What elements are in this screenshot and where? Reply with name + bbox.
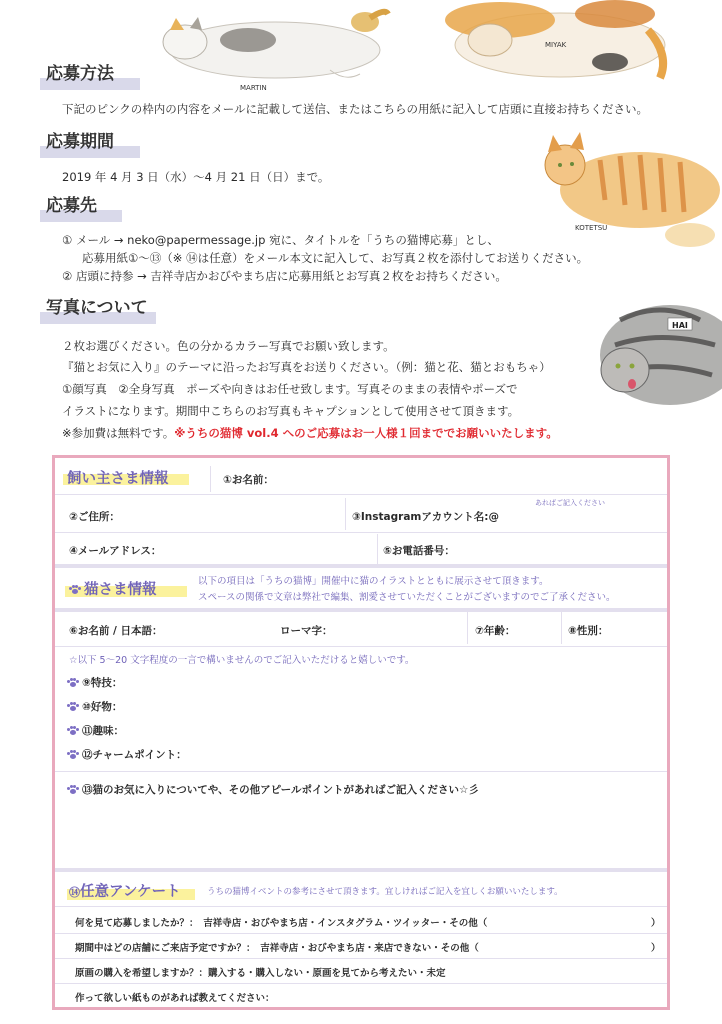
cat1-label: MARTIN — [240, 84, 267, 92]
owner-phone-field[interactable]: ⑤お電話番号： — [383, 545, 455, 557]
divider — [210, 466, 211, 492]
divider — [345, 498, 346, 530]
cat-name-roman-field[interactable]: ローマ字： — [280, 625, 333, 637]
survey-number: ⑭ — [69, 886, 80, 899]
owner-address-field[interactable]: ②ご住所： — [69, 511, 120, 523]
paw-icon — [67, 702, 79, 712]
cat-appeal-field[interactable] — [67, 782, 479, 797]
instagram-field[interactable]: ③Instagramアカウント名:@ — [352, 511, 499, 523]
cat3-label: KOTETSU — [575, 224, 608, 232]
divider — [55, 532, 667, 533]
grey-cat-illustration — [600, 305, 722, 405]
cat-instruction: ☆以下 5〜20 文字程度の一言で構いませんのでご記入いただけると嬉しいです。 — [69, 655, 415, 666]
destination-line2: 応募用紙①〜⑬（※ ⑭は任意）をメール本文に記入して、お写真２枚を添付してお送りください。 — [82, 251, 589, 265]
divider — [55, 906, 667, 907]
calico-cat-illustration — [445, 0, 665, 78]
cat-favorite-label: ⑩好物： — [82, 701, 123, 713]
destination-line1: ① メール → neko@papermessage.jp 宛に、タイトルを「うちの猫博応募」とし、 — [62, 233, 499, 247]
paw-icon — [69, 585, 81, 595]
divider — [467, 612, 468, 644]
cat-age-field[interactable]: ⑦年齢： — [475, 625, 516, 637]
survey-q1-close: ） — [651, 918, 661, 929]
photo-line3: ①顔写真 ②全身写真 ポーズや向きはお任せ致します。写真そのままの表情やポーズで — [62, 382, 518, 396]
survey-note: うちの猫博イベントの参考にさせて頂きます。宜しければご記入を宜しくお願いいたします。 — [207, 887, 563, 897]
cat-charm-field[interactable] — [67, 747, 187, 762]
cat-appeal-label: ⑬猫のお気に入りについてや、その他アピールポイントがあればご記入ください☆彡 — [82, 784, 479, 796]
cat2-label: MIYAK — [545, 41, 567, 49]
survey-header-label: 任意アンケート — [80, 884, 181, 900]
orange-cat-illustration — [545, 132, 720, 247]
cat4-label: HAI — [672, 321, 688, 330]
survey-q4[interactable]: 作って欲しい紙ものがあれば教えてください： — [75, 993, 275, 1004]
method-text: 下記のピンクの枠内の内容をメールに記載して送信、またはこちらの用紙に記入して店頭に直接お持ちください。 — [62, 102, 649, 116]
photo-line1: ２枚お選びください。色の分かるカラー写真でお願い致します。 — [62, 339, 395, 353]
section-title-method: 応募方法 — [46, 64, 114, 84]
cat-name-jp-field[interactable]: ⑥お名前 / 日本語： — [69, 625, 163, 637]
cat-info-note2: スペースの関係で文章は弊社で編集、割愛させていただくことがございますのでご了承ください。 — [198, 592, 616, 603]
owner-info-header: 飼い主さま情報 — [67, 471, 169, 487]
survey-q1[interactable]: 何を見て応募しましたか？： 吉祥寺店・おびやまち店・インスタグラム・ツイッター・その他（ — [75, 918, 488, 929]
divider — [55, 771, 667, 772]
section-title-destination: 応募先 — [46, 196, 97, 216]
white-cat-illustration — [163, 12, 388, 78]
section-divider — [55, 868, 667, 872]
divider — [55, 933, 667, 934]
cat-sex-field[interactable]: ⑧性別： — [568, 625, 609, 637]
limit-note: ※うちの猫博 vol.4 へのご応募はお一人様１回まででお願いいたします。 — [174, 426, 558, 440]
cat-hobby-label: ⑪趣味： — [82, 725, 124, 737]
divider — [55, 646, 667, 647]
photo-line5 — [62, 424, 558, 442]
cat-skill-field[interactable] — [67, 675, 122, 690]
section-divider — [55, 608, 667, 612]
divider — [55, 494, 667, 495]
owner-name-field[interactable]: ①お名前： — [223, 474, 274, 486]
divider — [377, 534, 378, 564]
paw-icon — [67, 678, 79, 688]
cat-charm-label: ⑫チャームポイント： — [82, 749, 187, 761]
cat-hobby-field[interactable] — [67, 723, 124, 738]
divider — [55, 983, 667, 984]
cat-info-header — [69, 578, 157, 599]
instagram-note: あればご記入ください — [535, 499, 605, 507]
period-text: 2019 年 4 月 3 日（水）〜4 月 21 日（日）まで。 — [62, 170, 330, 184]
paw-icon — [67, 750, 79, 760]
cat-info-note1: 以下の項目は「うちの猫博」開催中に猫のイラストとともに展示させて頂きます。 — [198, 576, 549, 587]
section-title-photo: 写真について — [46, 298, 148, 318]
paw-icon — [67, 726, 79, 736]
application-form — [52, 455, 670, 1010]
destination-line3: ② 店頭に持参 → 吉祥寺店かおびやまち店に応募用紙とお写真２枚をお持ちください。 — [62, 269, 507, 283]
cat-info-header-label: 猫さま情報 — [84, 582, 157, 598]
cat-favorite-field[interactable] — [67, 699, 122, 714]
fee-note: ※参加費は無料です。 — [62, 426, 175, 440]
survey-header — [69, 880, 181, 901]
paw-icon — [67, 785, 79, 795]
divider — [561, 612, 562, 644]
photo-line4: イラストになります。期間中こちらのお写真もキャプションとして使用させて頂きます。 — [62, 404, 520, 418]
section-title-period: 応募期間 — [46, 132, 114, 152]
section-divider — [55, 564, 667, 568]
survey-q3[interactable]: 原画の購入を希望しますか？：購入する・購入しない・原画を見てから考えたい・未定 — [75, 968, 446, 979]
survey-q2-close: ） — [651, 943, 661, 954]
survey-q2[interactable]: 期間中はどの店舗にご来店予定ですか？： 吉祥寺店・おびやまち店・来店できない・その他（ — [75, 943, 479, 954]
cat-skill-label: ⑨特技： — [82, 677, 123, 689]
owner-email-field[interactable]: ④メールアドレス： — [69, 545, 162, 557]
divider — [55, 958, 667, 959]
photo-line2: 『猫とお気に入り』のテーマに沿ったお写真をお送りください。（例：猫と花、猫とおもちゃ） — [62, 360, 551, 374]
